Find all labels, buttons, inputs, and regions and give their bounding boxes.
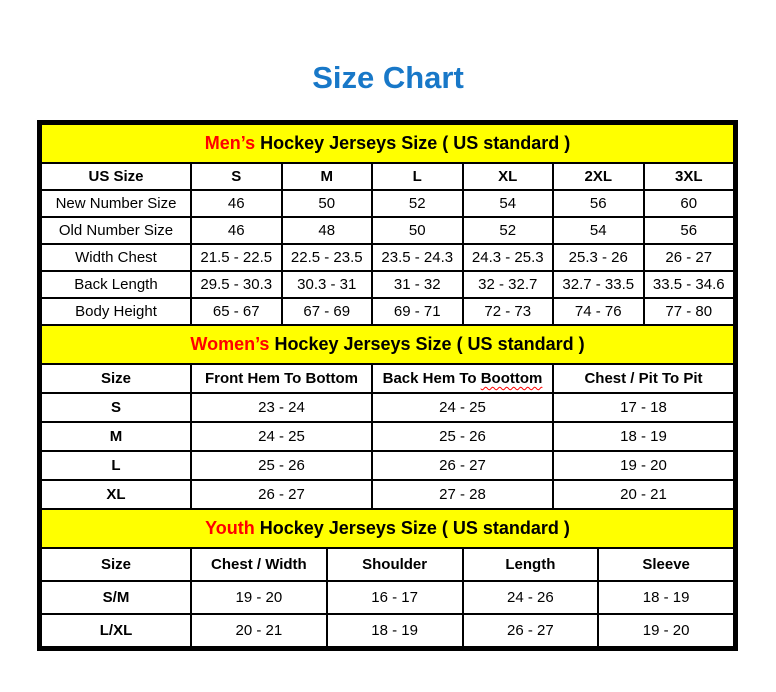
value-cell: 48 xyxy=(282,217,373,244)
value-cell: 65 - 67 xyxy=(191,298,282,325)
misspelling-squiggle: Boottom xyxy=(480,370,543,387)
table-row xyxy=(41,244,734,271)
value-cell: 20 - 21 xyxy=(191,614,327,647)
value-cell: 21.5 - 22.5 xyxy=(191,244,282,271)
column-header xyxy=(372,163,463,190)
column-header-label: 2XL xyxy=(584,168,612,185)
value-cell: 54 xyxy=(553,217,644,244)
section-label-text: Hockey Jerseys Size ( US standard ) xyxy=(255,133,571,153)
value-cell: 25 - 26 xyxy=(372,422,553,451)
section-label-highlight: Men’s xyxy=(204,133,256,153)
table-row xyxy=(41,190,734,217)
column-header xyxy=(41,548,191,581)
row-label: L/XL xyxy=(41,614,191,647)
column-header xyxy=(41,364,191,393)
value-cell: 67 - 69 xyxy=(282,298,373,325)
column-header-label: Chest / Width xyxy=(211,556,307,573)
value-cell: 60 xyxy=(644,190,735,217)
value-cell: 24.3 - 25.3 xyxy=(463,244,554,271)
table-row xyxy=(41,271,734,298)
column-header-label: Sleeve xyxy=(642,556,690,573)
value-cell: 26 - 27 xyxy=(463,614,599,647)
section-band-cell xyxy=(41,124,734,163)
row-label: Width Chest xyxy=(41,244,191,271)
section-band-cell xyxy=(41,325,734,364)
table-row xyxy=(41,581,734,614)
table-row xyxy=(41,422,734,451)
row-label: L xyxy=(41,451,191,480)
value-cell: 23 - 24 xyxy=(191,393,372,422)
value-cell: 56 xyxy=(644,217,735,244)
row-label: S xyxy=(41,393,191,422)
value-cell: 46 xyxy=(191,190,282,217)
column-header-label: 3XL xyxy=(674,168,703,185)
value-cell: 46 xyxy=(191,217,282,244)
row-label: Back Length xyxy=(41,271,191,298)
value-cell: 72 - 73 xyxy=(463,298,554,325)
value-cell: 19 - 20 xyxy=(598,614,734,647)
page-title: Size Chart xyxy=(312,60,464,95)
column-header-label: L xyxy=(412,168,422,185)
column-header-label: M xyxy=(320,168,333,185)
row-label: XL xyxy=(41,480,191,509)
section-band-mens xyxy=(41,124,734,163)
column-header xyxy=(463,163,554,190)
section-label-highlight: Youth xyxy=(205,518,255,538)
value-cell: 33.5 - 34.6 xyxy=(644,271,735,298)
value-cell: 74 - 76 xyxy=(553,298,644,325)
column-header xyxy=(644,163,735,190)
value-cell: 31 - 32 xyxy=(372,271,463,298)
value-cell: 56 xyxy=(553,190,644,217)
column-header-label: S xyxy=(231,168,242,185)
value-cell: 20 - 21 xyxy=(553,480,734,509)
section-label-text: Hockey Jerseys Size ( US standard ) xyxy=(269,334,585,354)
row-label: New Number Size xyxy=(41,190,191,217)
table-row xyxy=(41,480,734,509)
section-band-youth xyxy=(41,509,734,548)
column-header xyxy=(282,163,373,190)
column-header xyxy=(191,548,327,581)
value-cell: 32.7 - 33.5 xyxy=(553,271,644,298)
column-header-label: Size xyxy=(100,370,131,387)
section-band-womens xyxy=(41,325,734,364)
table-row xyxy=(41,614,734,647)
row-label: S/M xyxy=(41,581,191,614)
value-cell: 19 - 20 xyxy=(191,581,327,614)
header-row xyxy=(41,548,734,581)
column-header-label: US Size xyxy=(88,168,144,185)
value-cell: 16 - 17 xyxy=(327,581,463,614)
value-cell: 22.5 - 23.5 xyxy=(282,244,373,271)
value-cell: 52 xyxy=(372,190,463,217)
value-cell: 19 - 20 xyxy=(553,451,734,480)
size-chart-tables xyxy=(37,120,738,651)
table-row xyxy=(41,217,734,244)
value-cell: 24 - 26 xyxy=(463,581,599,614)
value-cell: 30.3 - 31 xyxy=(282,271,373,298)
header-row xyxy=(41,163,734,190)
column-header-label: Size xyxy=(100,556,131,573)
value-cell: 24 - 25 xyxy=(372,393,553,422)
column-header xyxy=(553,163,644,190)
column-header xyxy=(191,163,282,190)
column-header xyxy=(553,364,734,393)
value-cell: 50 xyxy=(372,217,463,244)
value-cell: 29.5 - 30.3 xyxy=(191,271,282,298)
header-row xyxy=(41,364,734,393)
value-cell: 18 - 19 xyxy=(553,422,734,451)
size-table-mens xyxy=(40,123,735,326)
column-header xyxy=(191,364,372,393)
row-label: Old Number Size xyxy=(41,217,191,244)
size-table-womens xyxy=(40,324,735,510)
column-header xyxy=(41,163,191,190)
value-cell: 27 - 28 xyxy=(372,480,553,509)
column-header xyxy=(372,364,553,393)
value-cell: 32 - 32.7 xyxy=(463,271,554,298)
column-header xyxy=(327,548,463,581)
value-cell: 26 - 27 xyxy=(191,480,372,509)
value-cell: 18 - 19 xyxy=(598,581,734,614)
table-row xyxy=(41,451,734,480)
value-cell: 24 - 25 xyxy=(191,422,372,451)
column-header-label: XL xyxy=(498,168,518,185)
size-table-youth xyxy=(40,508,735,648)
value-cell: 50 xyxy=(282,190,373,217)
column-header-label: Shoulder xyxy=(362,556,428,573)
value-cell: 26 - 27 xyxy=(372,451,553,480)
column-header-label: Length xyxy=(505,556,556,573)
value-cell: 52 xyxy=(463,217,554,244)
value-cell: 26 - 27 xyxy=(644,244,735,271)
value-cell: 25 - 26 xyxy=(191,451,372,480)
table-row xyxy=(41,393,734,422)
column-header xyxy=(598,548,734,581)
section-band-cell xyxy=(41,509,734,548)
value-cell: 69 - 71 xyxy=(372,298,463,325)
value-cell: 54 xyxy=(463,190,554,217)
table-row xyxy=(41,298,734,325)
column-header-label: Front Hem To Bottom xyxy=(204,370,359,387)
column-header-label: Chest / Pit To Pit xyxy=(584,370,703,387)
row-label: M xyxy=(41,422,191,451)
value-cell: 25.3 - 26 xyxy=(553,244,644,271)
column-header xyxy=(463,548,599,581)
value-cell: 23.5 - 24.3 xyxy=(372,244,463,271)
value-cell: 77 - 80 xyxy=(644,298,735,325)
column-header-label: Back Hem To xyxy=(382,370,481,387)
value-cell: 18 - 19 xyxy=(327,614,463,647)
value-cell: 17 - 18 xyxy=(553,393,734,422)
row-label: Body Height xyxy=(41,298,191,325)
section-label-highlight: Women’s xyxy=(190,334,270,354)
section-label-text: Hockey Jerseys Size ( US standard ) xyxy=(254,518,570,538)
